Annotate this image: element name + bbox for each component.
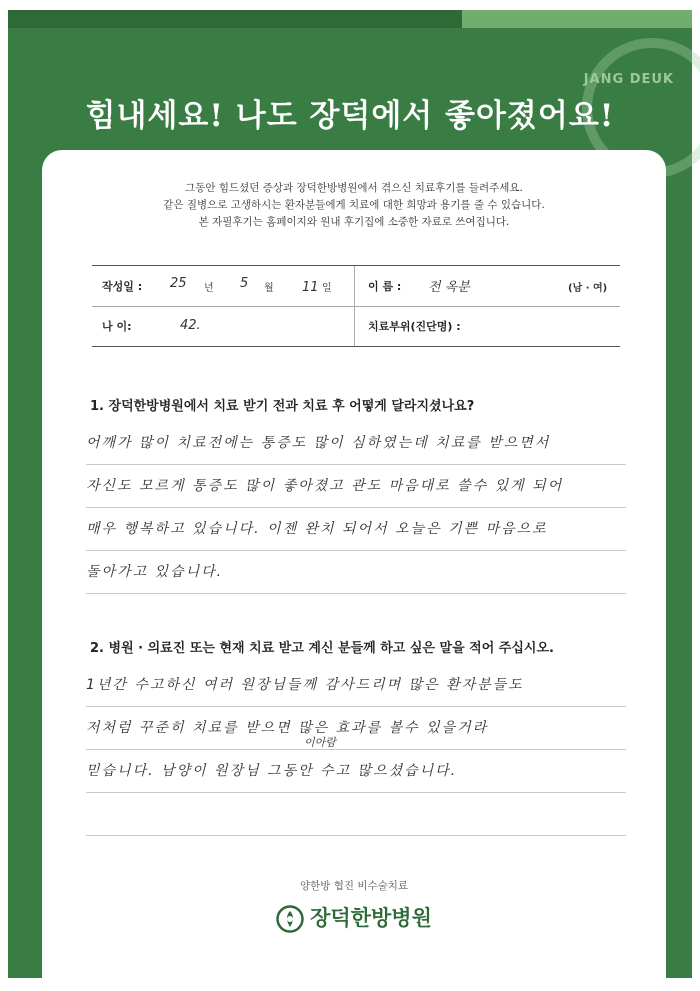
intro-line: 본 자필후기는 홈페이지와 원내 후기집에 소중한 자료로 쓰여집니다. [198,216,510,228]
age-value[interactable]: 42. [180,318,201,333]
date-year-value[interactable]: 25 [170,276,187,291]
year-unit: 년 [204,283,214,294]
footer-subtitle: 양한방 협진 비수술치료 [299,880,409,892]
inserted-correction: 이아람 [304,736,336,749]
gender-options[interactable]: (남 · 여) [568,283,608,294]
diagnosis-label: 치료부위(진단명) : [368,320,461,333]
question-2: 2. 병원 · 의료진 또는 현재 치료 받고 계신 분들께 하고 싶은 말을 적어 주십시오. [90,641,554,656]
answer-1 [86,422,626,594]
hospital-name: 장덕한방병원 [310,906,432,930]
date-month-value[interactable]: 5 [240,276,249,291]
answer-2 [86,664,626,836]
question-1: 1. 장덕한방병원에서 치료 받기 전과 치료 후 어떻게 달라지셨나요? [90,399,475,414]
date-day-value[interactable]: 11 [302,280,319,295]
footer-hospital-logo [42,902,666,933]
form-row-age-diagnosis [92,306,620,346]
answer-line[interactable]: 저처럼 꾸준히 치료를 받으면 많은 효과를 볼수 있을거라 [86,707,626,750]
answer-line[interactable]: 매우 행복하고 있습니다. 이젠 완치 되어서 오늘은 기쁜 마음으로 [86,508,626,551]
intro-text [42,180,666,231]
footer [42,858,666,988]
intro-line: 그동안 힘드셨던 증상과 장덕한방병원에서 겪으신 치료후기를 들려주세요. [185,182,523,194]
day-unit: 일 [322,283,332,294]
answer-line[interactable]: 자신도 모르게 통증도 많이 좋아졌고 관도 마음대로 쓸수 있게 되어 [86,465,626,508]
answer-line[interactable]: 어깨가 많이 치료전에는 통증도 많이 심하였는데 치료를 받으면서 [86,422,626,465]
form-divider [354,266,355,346]
review-card [42,150,666,988]
form-row-date-name [92,266,620,307]
name-label: 이 름 : [368,280,402,293]
hospital-emblem-icon [276,905,304,933]
top-band [8,10,692,28]
date-label: 작성일 : [102,280,143,293]
month-unit: 월 [264,283,274,294]
intro-line: 같은 질병으로 고생하시는 환자분들에게 치료에 대한 희망과 용기를 줄 수 있습니다. [163,199,545,211]
page-frame [8,10,692,978]
answer-line[interactable]: 1년간 수고하신 여러 원장님들께 감사드리며 많은 환자분들도 [86,664,626,707]
info-form [92,265,620,347]
answer-line[interactable]: 믿습니다. 남양이 원장님 그동안 수고 많으셨습니다. [86,750,626,793]
answer-line[interactable] [86,793,626,836]
age-label: 나 이: [102,320,132,333]
top-band-accent [462,10,692,28]
name-value[interactable]: 전 옥분 [428,280,470,295]
page-headline: 힘내세요! 나도 장덕에서 좋아졌어요! [85,98,615,134]
answer-line[interactable]: 돌아가고 있습니다. [86,551,626,594]
brand-logo-text: JANG DEUK [583,72,674,87]
